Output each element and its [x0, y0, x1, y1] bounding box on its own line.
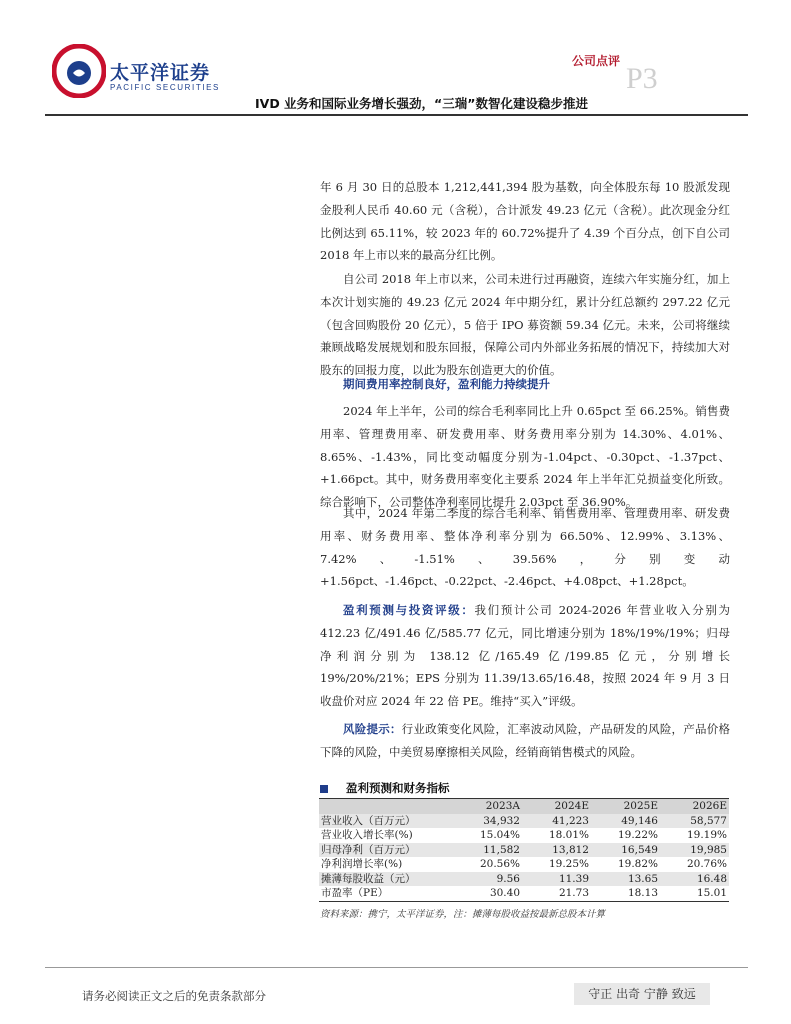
table-header-row	[319, 799, 729, 814]
table-row	[319, 843, 729, 858]
table-cell: 58,577	[690, 814, 727, 827]
table-cell: 19.22%	[617, 829, 658, 841]
table-cell: 15.01	[660, 886, 729, 901]
table-row	[319, 857, 729, 872]
table-cell: 13.65	[627, 872, 658, 885]
table-cell: 15.04%	[479, 829, 520, 841]
row-label: 市盈率（PE）	[319, 886, 453, 901]
table-cell: 20.56%	[479, 858, 520, 870]
table-cell: 19.25%	[548, 858, 589, 870]
row-label: 营业收入增长率(%)	[321, 829, 413, 841]
table-cell: 18.01%	[548, 829, 589, 841]
report-category: 公司点评	[572, 54, 621, 68]
paragraph-dividend: 年 6 月 30 日的总股本 1,212,441,394 股为基数，向全体股东每 10 股派发现金股利人民币 40.60 元（含税），合计派发 49.23 亿元（含税）。此次现金分红比例达到 65.11%，较 2023 年的 60.72%提升了 4.39 个百分点，创下自公司 2018 年上市以来的最高分红比例。	[320, 180, 730, 263]
footer-divider	[45, 967, 748, 968]
report-title: IVD 业务和国际业务增长强劲，“三瑞”数智化建设稳步推进	[255, 96, 588, 111]
section-heading-expense: 期间费用率控制良好，盈利能力持续提升	[343, 377, 550, 391]
table-header-cell: 2023A	[453, 799, 522, 814]
table-cell: 16.48	[696, 872, 727, 885]
table-cell: 13,812	[552, 843, 589, 856]
table-header-cell: 2026E	[660, 799, 729, 814]
table-header-cell: 2024E	[522, 799, 591, 814]
table-row	[319, 886, 729, 901]
header-divider	[45, 114, 748, 116]
table-row	[319, 872, 729, 887]
logo-chinese-name: 太平洋证券	[110, 62, 211, 84]
table-cell: 11.39	[558, 872, 589, 885]
table-cell: 19,985	[690, 843, 727, 856]
financial-forecast-table	[319, 798, 729, 902]
table-cell: 18.13	[591, 886, 660, 901]
paragraph-risk	[320, 718, 730, 764]
table-source-note: 资料来源：携宁，太平洋证券，注：摊薄每股收益按最新总股本计算	[320, 909, 606, 920]
row-label: 净利润增长率(%)	[321, 858, 403, 870]
paragraph-h1-margins: 2024 年上半年，公司的综合毛利率同比上升 0.65pct 至 66.25%。销售费用率、管理费用率、研发费用率、财务费用率分别为 14.30%、4.01%、8.65%、-1.43%，同比变动幅度分别为-1.04pct、-0.30pct、-1.37pct、+1.66pct。其中，财务费用率变化主要系 2024 年上半年汇兑损益变化所致。综合影响下，公司整体净利率同比提升 2.03pct 至 36.90%。	[320, 404, 730, 510]
table-cell: 19.82%	[617, 858, 658, 870]
paragraph-q2-margins: 其中，2024 年第二季度的综合毛利率、销售费用率、管理费用率、研发费用率、财务费用率、整体净利率分别为 66.50%、12.99%、3.13%、7.42%、-1.51%、39.56%，分别变动+1.56pct、-1.46pct、-0.22pct、-2.46pct、+4.08pct、+1.28pct。	[320, 506, 730, 589]
risk-lead: 风险提示：	[343, 722, 402, 736]
table-cell: 11,582	[483, 843, 520, 856]
pacific-securities-logo-icon	[52, 44, 106, 98]
table-cell: 9.56	[496, 872, 520, 885]
square-bullet-icon	[320, 785, 328, 793]
table-cell: 21.73	[522, 886, 591, 901]
paragraph-forecast	[320, 599, 730, 713]
row-label: 摊薄每股收益（元）	[321, 872, 416, 885]
logo-english-name: PACIFIC SECURITIES	[110, 83, 220, 92]
table-cell: 19.19%	[686, 829, 727, 841]
table-cell: 30.40	[453, 886, 522, 901]
table-header-blank	[319, 799, 453, 814]
disclaimer-note: 请务必阅读正文之后的免责条款部分	[82, 989, 266, 1003]
row-label: 归母净利（百万元）	[321, 843, 416, 856]
table-cell: 16,549	[621, 843, 658, 856]
company-motto: 守正 出奇 宁静 致远	[574, 983, 710, 1005]
paragraph-shareholder-return: 自公司 2018 年上市以来，公司未进行过再融资，连续六年实施分红，加上本次计划实施的 49.23 亿元 2024 年中期分红，累计分红总额约 297.22 亿元（包含回购股份 20 亿元），5 倍于 IPO 募资额 59.34 亿元。未来，公司将继续兼顾战略发展规划和股东回报，保障公司内外部业务拓展的情况下，持续加大对股东的回报力度，以此为股东创造更大的价值。	[320, 272, 730, 378]
risk-text: 行业政策变化风险，汇率波动风险，产品研发的风险，产品价格下降的风险，中美贸易摩擦相关风险，经销商销售模式的风险。	[320, 722, 730, 759]
table-cell: 20.76%	[686, 858, 727, 870]
row-label: 营业收入（百万元）	[321, 814, 416, 827]
table-cell: 34,932	[483, 814, 520, 827]
table-row	[319, 814, 729, 829]
table-title-text: 盈利预测和财务指标	[346, 781, 450, 795]
page-number: P3	[626, 62, 658, 95]
table-cell: 49,146	[621, 814, 658, 827]
forecast-lead: 盈利预测与投资评级：	[343, 603, 475, 617]
table-title	[320, 780, 450, 796]
table-cell: 41,223	[552, 814, 589, 827]
forecast-text: 我们预计公司 2024-2026 年营业收入分别为 412.23 亿/491.46 亿/585.77 亿元，同比增速分别为 18%/19%/19%；归母净利润分别为 138.12 亿/165.49 亿/199.85 亿元，分别增长 19%/20%/21%；EPS 分别为 11.39/13.65/16.48，按照 2024 年 9 月 3 日收盘价对应 2024 年 22 倍 PE。维持“买入”评级。	[320, 603, 731, 709]
table-row	[319, 828, 729, 843]
table-header-cell: 2025E	[591, 799, 660, 814]
